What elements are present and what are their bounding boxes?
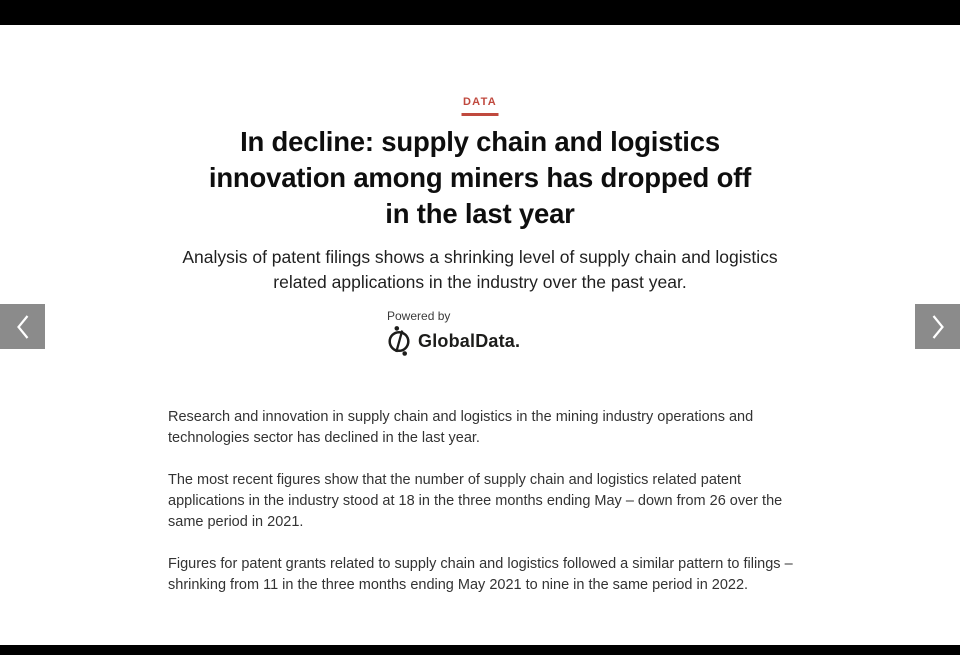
category-kicker: DATA [462, 96, 498, 108]
article-subtitle-line: related applications in the industry over the past year. [273, 272, 687, 292]
article-subtitle-line: Analysis of patent filings shows a shrinking level of supply chain and logistics [182, 247, 778, 267]
article-title-line: in the last year [385, 198, 575, 229]
powered-by-block [387, 309, 520, 356]
kicker-underline [462, 113, 499, 116]
article-title-line: In decline: supply chain and logistics [240, 126, 720, 157]
globaldata-logo-icon [387, 326, 411, 356]
globaldata-logo-text: GlobalData. [418, 330, 521, 351]
top-bar [0, 0, 960, 25]
powered-by-label: Powered by [387, 309, 451, 323]
article-body [168, 407, 796, 617]
globaldata-logo[interactable] [387, 326, 520, 356]
chevron-right-icon [928, 313, 948, 341]
body-paragraph: Research and innovation in supply chain and logistics in the mining industry operations and technologies sector has declined in the last year. [168, 409, 754, 446]
article-title-line: innovation among miners has dropped off [208, 162, 752, 193]
body-paragraph: Figures for patent grants related to supply chain and logistics followed a similar pattern to filings – shrinking from 11 in the three months ending May 2021 to nine in the same period in 2022. [168, 556, 793, 593]
next-slide-button[interactable] [915, 304, 960, 349]
body-paragraph: The most recent figures show that the number of supply chain and logistics related patent applications in the industry stood at 18 in the three months ending May – down from 26 over the same period in 2021. [168, 472, 783, 530]
chevron-left-icon [13, 313, 33, 341]
article-title [0, 124, 960, 232]
article-subtitle [0, 245, 960, 295]
bottom-bar [0, 645, 960, 655]
prev-slide-button[interactable] [0, 304, 45, 349]
